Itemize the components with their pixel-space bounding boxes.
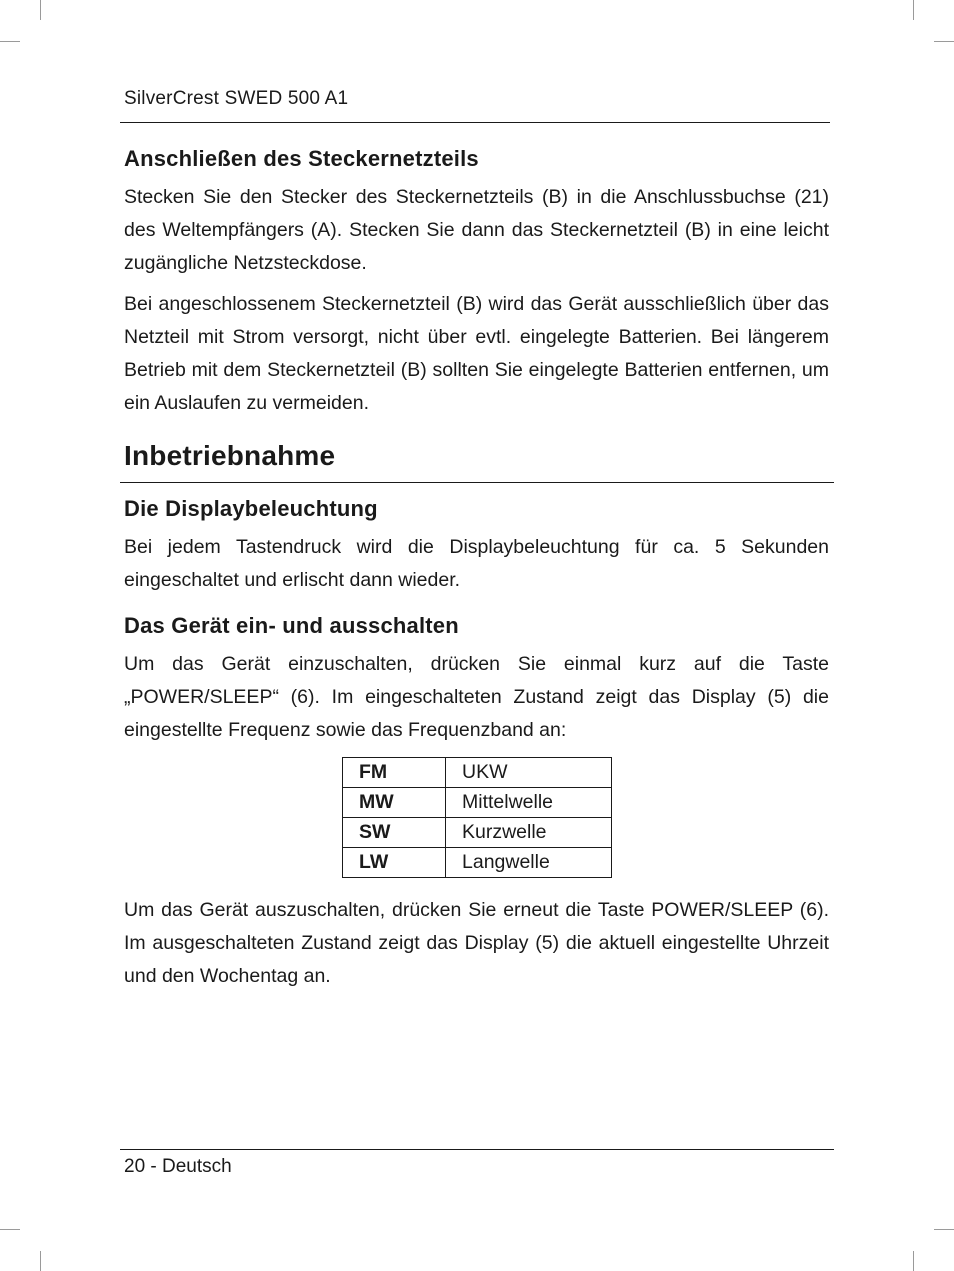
crop-mark-left-bottom	[0, 1229, 20, 1230]
section-backlight	[124, 496, 829, 522]
table-row	[343, 848, 612, 878]
chapter-heading-startup: Inbetriebnahme	[124, 440, 336, 471]
section-heading-power: Das Gerät ein- und ausschalten	[124, 613, 459, 638]
band-name: UKW	[446, 758, 612, 788]
adapter-paragraph-1-block	[124, 181, 829, 280]
chapter-startup	[124, 440, 829, 472]
section-power	[124, 613, 829, 639]
power-paragraph-2: Um das Gerät auszuschalten, drücken Sie erneut die Taste POWER/SLEEP (6). Im ausgeschalteten Zustand zeigt das Display (5) die aktuell eingestellte Uhrzeit und den Wochentag an.	[124, 899, 829, 987]
backlight-paragraph: Bei jedem Tastendruck wird die Displaybeleuchtung für ca. 5 Sekunden eingeschaltet und erlischt dann wieder.	[124, 536, 829, 591]
band-code: MW	[343, 788, 446, 818]
band-name: Langwelle	[446, 848, 612, 878]
section-heading-backlight: Die Displaybeleuchtung	[124, 496, 378, 521]
band-name: Kurzwelle	[446, 818, 612, 848]
band-code: SW	[343, 818, 446, 848]
crop-mark-top-left	[40, 0, 41, 20]
adapter-paragraph-2: Bei angeschlossenem Steckernetzteil (B) wird das Gerät ausschließlich über das Netzteil mit Strom versorgt, nicht über evtl. eingelegte Batterien. Bei längerem Betrieb mit dem Steckernetzteil (B) sollten Sie eingelegte Batterien entfernen, um ein Auslaufen zu vermeiden.	[124, 293, 829, 414]
crop-mark-top-right	[913, 0, 914, 20]
section-adapter	[124, 146, 829, 172]
table-row	[343, 758, 612, 788]
band-name: Mittelwelle	[446, 788, 612, 818]
crop-mark-bottom-right	[913, 1251, 914, 1271]
running-header: SilverCrest SWED 500 A1	[124, 88, 349, 109]
crop-mark-left-top	[0, 41, 20, 42]
table-row	[343, 788, 612, 818]
band-code: FM	[343, 758, 446, 788]
header-rule	[120, 122, 830, 123]
power-paragraph-1-block	[124, 648, 829, 747]
adapter-paragraph-1: Stecken Sie den Stecker des Steckernetzteils (B) in die Anschlussbuchse (21) des Weltempfängers (A). Stecken Sie dann das Steckernetzteil (B) in eine leicht zugängliche Netzsteckdose.	[124, 186, 829, 274]
section-heading-adapter: Anschließen des Steckernetzteils	[124, 146, 479, 171]
table-row	[343, 818, 612, 848]
power-paragraph-2-block	[124, 894, 829, 993]
crop-mark-bottom-left	[40, 1251, 41, 1271]
band-code: LW	[343, 848, 446, 878]
crop-mark-right-bottom	[934, 1229, 954, 1230]
frequency-band-table	[342, 757, 612, 878]
power-paragraph-1: Um das Gerät einzuschalten, drücken Sie einmal kurz auf die Taste „POWER/SLEEP“ (6). Im eingeschalteten Zustand zeigt das Display (5) die eingestellte Frequenz sowie das Frequenzband an:	[124, 653, 829, 741]
crop-mark-right-top	[934, 41, 954, 42]
backlight-paragraph-block	[124, 531, 829, 597]
footer-rule	[120, 1149, 834, 1150]
page-number: 20 - Deutsch	[124, 1156, 232, 1177]
chapter-rule	[120, 482, 834, 483]
adapter-paragraph-2-block	[124, 288, 829, 420]
